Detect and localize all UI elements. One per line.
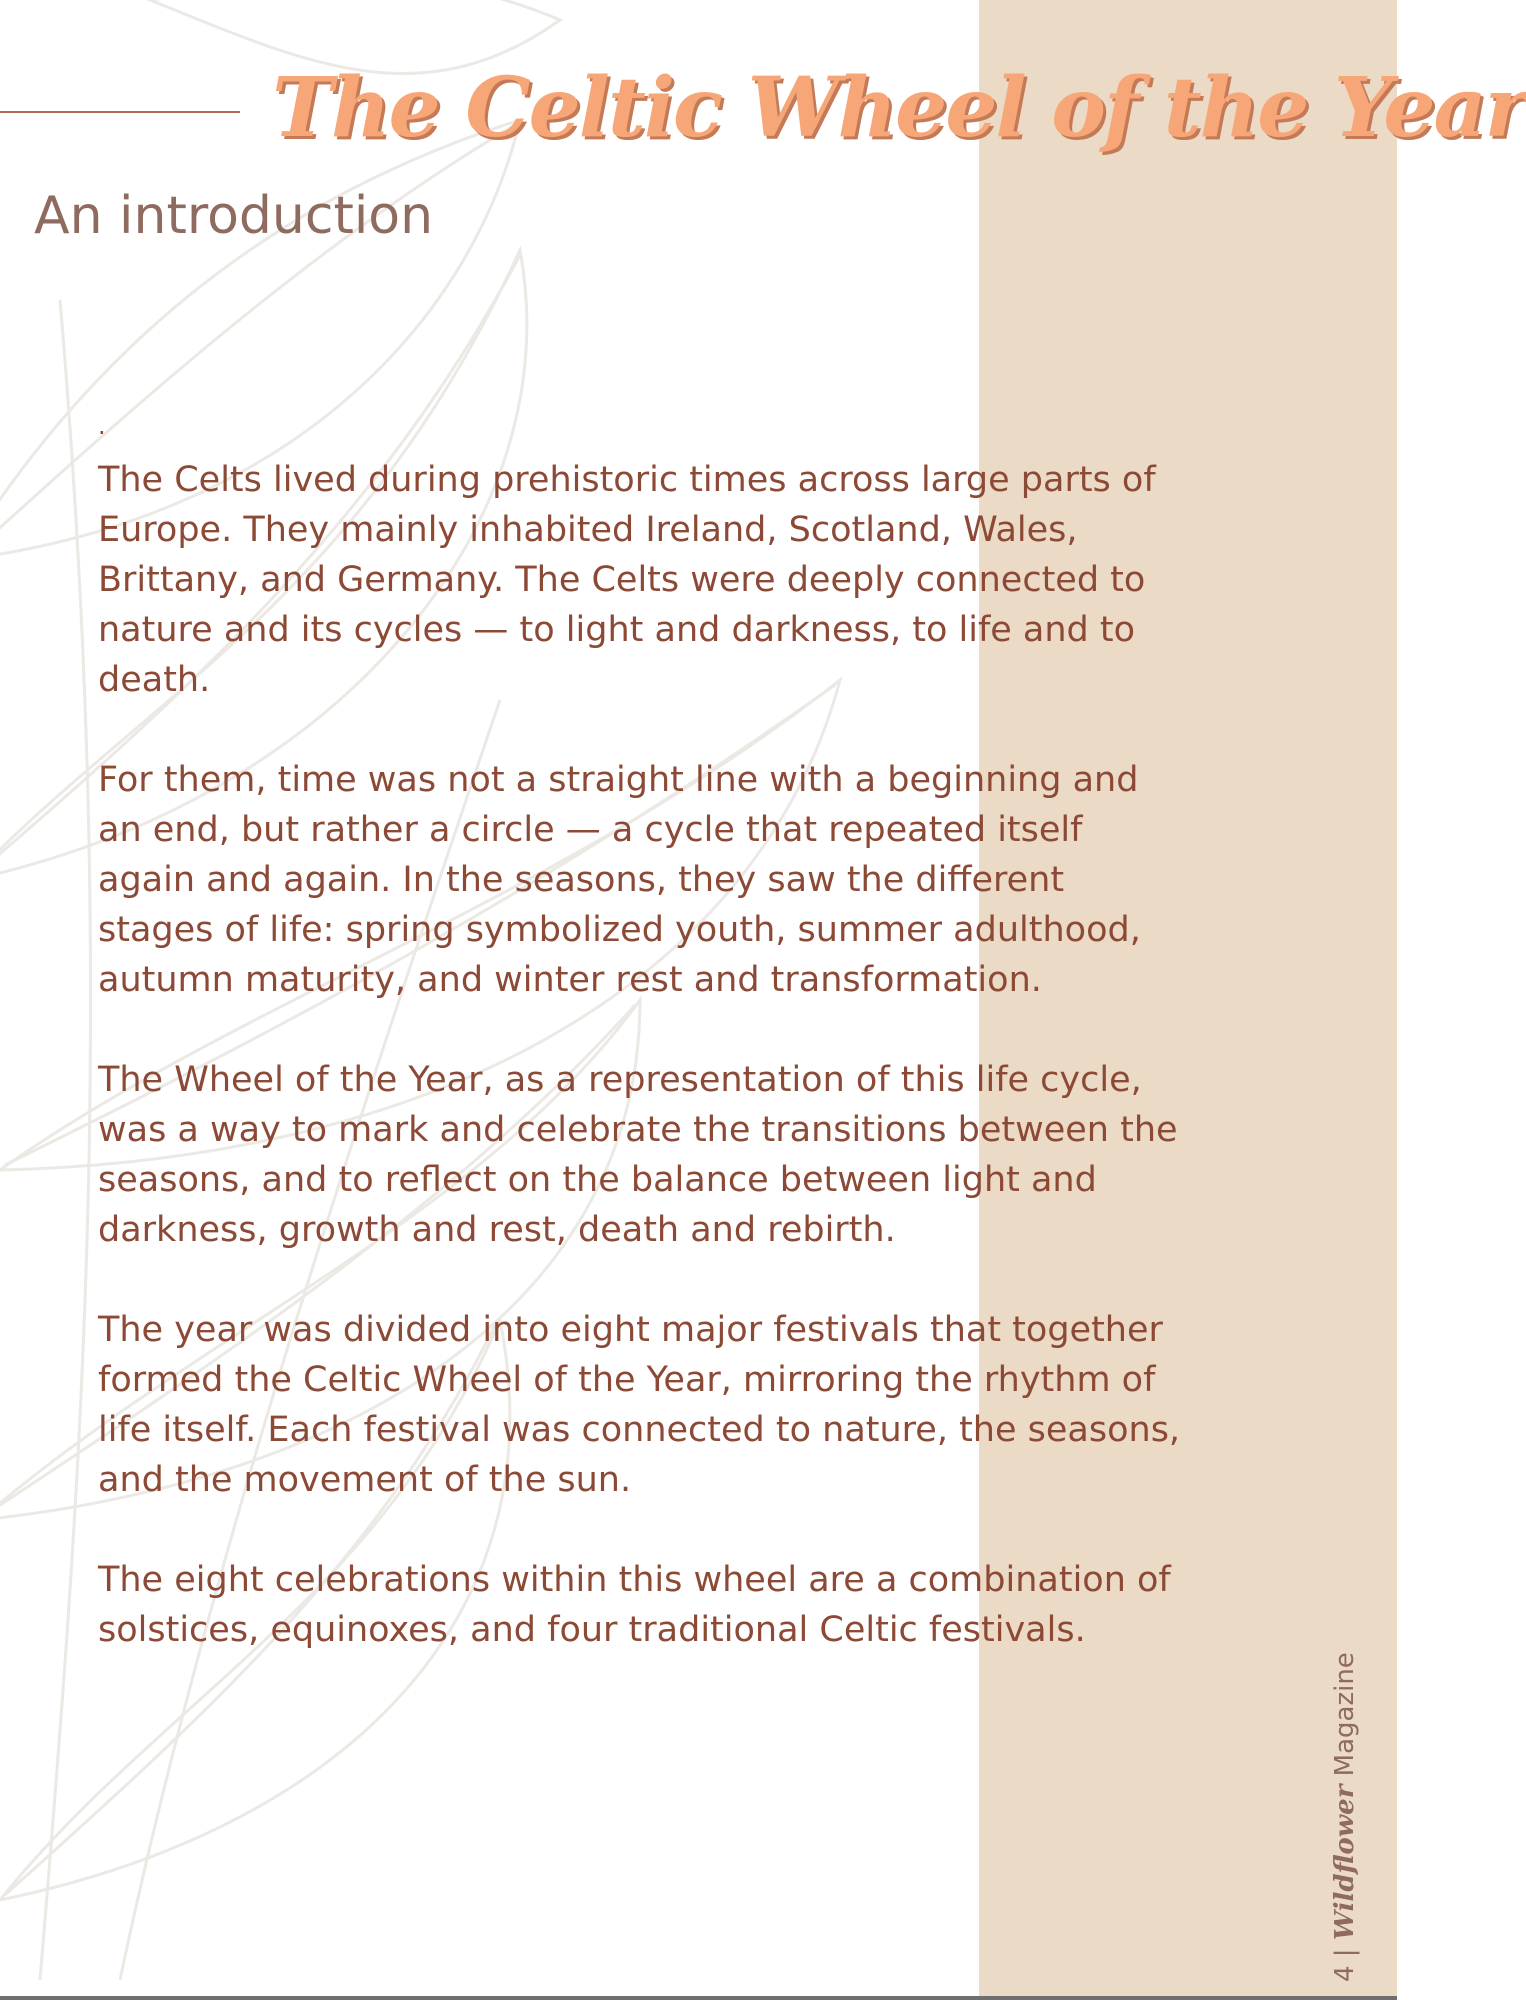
- magazine-label: Magazine: [1330, 1652, 1360, 1777]
- stem: [40, 300, 91, 1980]
- article-body: [98, 455, 1338, 1705]
- stray-dot: .: [98, 412, 106, 440]
- page-title: The Celtic Wheel of the Year: [272, 60, 1526, 156]
- page-number: 4: [1330, 1965, 1360, 1982]
- paragraph: The Wheel of the Year, as a representation of this life cycle, was a way to mark and celebrate the transitions between the seasons, and to reflect on the balance between light and darkness, growth and rest, death and rebirth.: [98, 1060, 1178, 1250]
- bottom-edge-bar: [0, 1996, 1397, 2000]
- paragraph: The Celts lived during prehistoric times across large parts of Europe. They mainly inhabited Ireland, Scotland, Wales, Brittany, and Germany. The Celts were deeply connected to nature and its cycles — to light and darkness, to life and to death.: [98, 460, 1156, 700]
- page-subtitle: An introduction: [34, 186, 434, 246]
- page-folio: [1330, 1652, 1360, 1982]
- paragraph: The year was divided into eight major festivals that together formed the Celtic Wheel of the Year, mirroring the rhythm of life itself. Each festival was connected to nature, the seasons, and the movement of the sun.: [98, 1310, 1181, 1500]
- paragraph: The eight celebrations within this wheel are a combination of solstices, equinoxes, and four traditional Celtic festivals.: [98, 1560, 1171, 1650]
- title-rule: [0, 111, 240, 113]
- paragraph: For them, time was not a straight line with a beginning and an end, but rather a circle — a cycle that repeated itself again and again. In the seasons, they saw the different stages of life: spring symbolized youth, summer adulthood, autumn maturity, and winter rest and transformation.: [98, 760, 1141, 1000]
- magazine-brand: Wildflower: [1330, 1784, 1360, 1941]
- folio-separator: |: [1330, 1948, 1360, 1958]
